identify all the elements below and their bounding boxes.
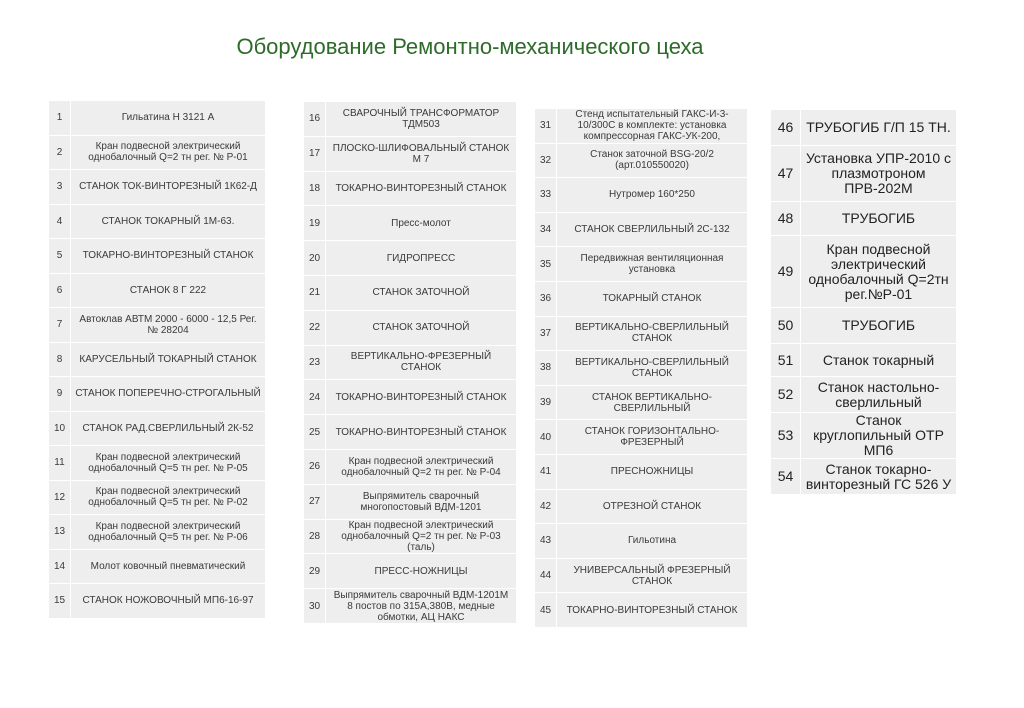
table-row xyxy=(535,143,748,178)
row-number: 21 xyxy=(304,275,326,310)
table-row xyxy=(304,171,517,206)
row-number: 41 xyxy=(535,454,557,489)
row-number: 18 xyxy=(304,171,326,206)
table-row xyxy=(535,247,748,282)
row-number: 46 xyxy=(771,110,801,146)
equipment-name: ВЕРТИКАЛЬНО-СВЕРЛИЛЬНЫЙ СТАНОК xyxy=(557,351,748,386)
equipment-name: Выпрямитель сварочный многопостовый ВДМ-1201 xyxy=(326,484,517,519)
row-number: 12 xyxy=(49,480,71,515)
table-row xyxy=(771,413,957,459)
row-number: 19 xyxy=(304,206,326,241)
table-row xyxy=(771,344,957,377)
table-row xyxy=(535,109,748,144)
table-row xyxy=(304,589,517,624)
table-row xyxy=(304,241,517,276)
row-number: 52 xyxy=(771,377,801,413)
row-number: 4 xyxy=(49,204,71,239)
row-number: 14 xyxy=(49,549,71,584)
equipment-table-1 xyxy=(48,100,266,619)
row-number: 23 xyxy=(304,345,326,380)
row-number: 31 xyxy=(535,109,557,144)
equipment-name: Гильотина xyxy=(557,524,748,559)
table-row xyxy=(304,136,517,171)
equipment-name: СТАНОК ТОКАРНЫЙ 1М-63. xyxy=(71,204,266,239)
equipment-name: Кран подвесной электрический однобалочный Q=5 тн рег. № Р-05 xyxy=(71,446,266,481)
row-number: 15 xyxy=(49,584,71,619)
row-number: 51 xyxy=(771,344,801,377)
row-number: 9 xyxy=(49,377,71,412)
table-row xyxy=(535,212,748,247)
table-row xyxy=(49,480,266,515)
row-number: 54 xyxy=(771,459,801,495)
equipment-table-4 xyxy=(770,109,957,495)
equipment-name: УНИВЕРСАЛЬНЫЙ ФРЕЗЕРНЫЙ СТАНОК xyxy=(557,558,748,593)
equipment-name: Кран подвесной электрический однобалочный Q=2тн рег.№Р-01 xyxy=(801,236,957,308)
table-row xyxy=(535,524,748,559)
table-row xyxy=(535,281,748,316)
equipment-name: Станок круглопильный ОТР МП6 xyxy=(801,413,957,459)
row-number: 7 xyxy=(49,308,71,343)
equipment-name: СТАНОК ГОРИЗОНТАЛЬНО-ФРЕЗЕРНЫЙ xyxy=(557,420,748,455)
equipment-name: Молот ковочный пневматический xyxy=(71,549,266,584)
table-row xyxy=(304,275,517,310)
row-number: 40 xyxy=(535,420,557,455)
row-number: 34 xyxy=(535,212,557,247)
equipment-name: ТРУБОГИБ xyxy=(801,202,957,236)
row-number: 28 xyxy=(304,519,326,554)
row-number: 20 xyxy=(304,241,326,276)
equipment-name: Нутромер 160*250 xyxy=(557,178,748,213)
row-number: 42 xyxy=(535,489,557,524)
table-row xyxy=(535,558,748,593)
table-row xyxy=(535,385,748,420)
table-row xyxy=(304,310,517,345)
equipment-name: СТАНОК НОЖОВОЧНЫЙ МП6-16-97 xyxy=(71,584,266,619)
table-row xyxy=(49,411,266,446)
row-number: 36 xyxy=(535,281,557,316)
row-number: 11 xyxy=(49,446,71,481)
row-number: 47 xyxy=(771,146,801,202)
table-row xyxy=(304,345,517,380)
table-row xyxy=(49,308,266,343)
equipment-name: СВАРОЧНЫЙ ТРАНСФОРМАТОР ТДМ503 xyxy=(326,102,517,137)
row-number: 33 xyxy=(535,178,557,213)
table-row xyxy=(771,110,957,146)
equipment-name: СТАНОК ВЕРТИКАЛЬНО-СВЕРЛИЛЬНЫЙ xyxy=(557,385,748,420)
row-number: 44 xyxy=(535,558,557,593)
equipment-name: Кран подвесной электрический однобалочный Q=5 тн рег. № Р-02 xyxy=(71,480,266,515)
table-row xyxy=(771,377,957,413)
table-row xyxy=(304,484,517,519)
table-row xyxy=(535,593,748,628)
row-number: 13 xyxy=(49,515,71,550)
row-number: 1 xyxy=(49,101,71,136)
equipment-name: Станок заточной BSG-20/2 (арт.010550020) xyxy=(557,143,748,178)
row-number: 37 xyxy=(535,316,557,351)
equipment-table-3 xyxy=(534,108,748,628)
equipment-name: СТАНОК ЗАТОЧНОЙ xyxy=(326,275,517,310)
equipment-name: ТРУБОГИБ xyxy=(801,308,957,344)
row-number: 6 xyxy=(49,273,71,308)
row-number: 45 xyxy=(535,593,557,628)
equipment-name: ОТРЕЗНОЙ СТАНОК xyxy=(557,489,748,524)
table-row xyxy=(49,101,266,136)
equipment-name: СТАНОК ПОПЕРЕЧНО-СТРОГАЛЬНЫЙ xyxy=(71,377,266,412)
equipment-name: Кран подвесной электрический однобалочный Q=2 тн рег. № Р-04 xyxy=(326,449,517,484)
table-row xyxy=(49,446,266,481)
equipment-name: Станок настольно-сверлильный xyxy=(801,377,957,413)
table-row xyxy=(535,351,748,386)
table-row xyxy=(304,102,517,137)
table-row xyxy=(49,170,266,205)
equipment-name: Пресс-молот xyxy=(326,206,517,241)
equipment-name: Передвижная вентиляционная установка xyxy=(557,247,748,282)
row-number: 39 xyxy=(535,385,557,420)
row-number: 50 xyxy=(771,308,801,344)
table-row xyxy=(535,316,748,351)
equipment-name: Выпрямитель сварочный ВДМ-1201М 8 постов по 315А,380В, медные обмотки, АЦ НАКС xyxy=(326,589,517,624)
row-number: 25 xyxy=(304,415,326,450)
table-row xyxy=(304,415,517,450)
equipment-name: Установка УПР-2010 с плазмотроном ПРВ-202М xyxy=(801,146,957,202)
row-number: 24 xyxy=(304,380,326,415)
page-title: Оборудование Ремонтно-механического цеха xyxy=(236,34,704,59)
table-row xyxy=(49,204,266,239)
table-row xyxy=(304,206,517,241)
equipment-name: ВЕРТИКАЛЬНО-ФРЕЗЕРНЫЙ СТАНОК xyxy=(326,345,517,380)
equipment-name: ТОКАРНО-ВИНТОРЕЗНЫЙ СТАНОК xyxy=(326,171,517,206)
table-row xyxy=(49,515,266,550)
equipment-name: СТАНОК ЗАТОЧНОЙ xyxy=(326,310,517,345)
equipment-name: ТОКАРНО-ВИНТОРЕЗНЫЙ СТАНОК xyxy=(557,593,748,628)
table-row xyxy=(771,308,957,344)
equipment-name: Станок токарно-винторезный ГС 526 У xyxy=(801,459,957,495)
equipment-name: ПРЕСНОЖНИЦЫ xyxy=(557,454,748,489)
row-number: 8 xyxy=(49,342,71,377)
row-number: 26 xyxy=(304,449,326,484)
row-number: 38 xyxy=(535,351,557,386)
row-number: 29 xyxy=(304,554,326,589)
equipment-name: ТОКАРНО-ВИНТОРЕЗНЫЙ СТАНОК xyxy=(326,380,517,415)
equipment-name: ТОКАРНЫЙ СТАНОК xyxy=(557,281,748,316)
equipment-name: Станок токарный xyxy=(801,344,957,377)
table-row xyxy=(304,449,517,484)
equipment-name: СТАНОК 8 Г 222 xyxy=(71,273,266,308)
equipment-name: ТРУБОГИБ Г/П 15 ТН. xyxy=(801,110,957,146)
row-number: 43 xyxy=(535,524,557,559)
table-row xyxy=(49,135,266,170)
row-number: 22 xyxy=(304,310,326,345)
row-number: 30 xyxy=(304,589,326,624)
table-row xyxy=(771,146,957,202)
equipment-name: СТАНОК СВЕРЛИЛЬНЫЙ 2С-132 xyxy=(557,212,748,247)
row-number: 48 xyxy=(771,202,801,236)
equipment-name: ГИДРОПРЕСС xyxy=(326,241,517,276)
equipment-name: Кран подвесной электрический однобалочный Q=2 тн рег. № Р-03 (таль) xyxy=(326,519,517,554)
equipment-name: ТОКАРНО-ВИНТОРЕЗНЫЙ СТАНОК xyxy=(326,415,517,450)
equipment-name: ТОКАРНО-ВИНТОРЕЗНЫЙ СТАНОК xyxy=(71,239,266,274)
equipment-name: ПРЕСС-НОЖНИЦЫ xyxy=(326,554,517,589)
equipment-name: Автоклав АВТМ 2000 - 6000 - 12,5 Рег. № 28204 xyxy=(71,308,266,343)
equipment-name: ПЛОСКО-ШЛИФОВАЛЬНЫЙ СТАНОК М 7 xyxy=(326,136,517,171)
equipment-name: СТАНОК ТОК-ВИНТОРЕЗНЫЙ 1К62-Д xyxy=(71,170,266,205)
row-number: 49 xyxy=(771,236,801,308)
row-number: 10 xyxy=(49,411,71,446)
row-number: 53 xyxy=(771,413,801,459)
equipment-name: ВЕРТИКАЛЬНО-СВЕРЛИЛЬНЫЙ СТАНОК xyxy=(557,316,748,351)
equipment-name: СТАНОК РАД.СВЕРЛИЛЬНЫЙ 2К-52 xyxy=(71,411,266,446)
table-row xyxy=(49,239,266,274)
table-row xyxy=(535,420,748,455)
table-row xyxy=(535,454,748,489)
table-row xyxy=(304,519,517,554)
table-row xyxy=(771,202,957,236)
equipment-name: Кран подвесной электрический однобалочный Q=5 тн рег. № Р-06 xyxy=(71,515,266,550)
row-number: 5 xyxy=(49,239,71,274)
row-number: 16 xyxy=(304,102,326,137)
table-row xyxy=(49,377,266,412)
table-row xyxy=(49,273,266,308)
equipment-name: Кран подвесной электрический однобалочный Q=2 тн рег. № Р-01 xyxy=(71,135,266,170)
table-row xyxy=(49,342,266,377)
row-number: 17 xyxy=(304,136,326,171)
row-number: 32 xyxy=(535,143,557,178)
equipment-name: КАРУСЕЛЬНЫЙ ТОКАРНЫЙ СТАНОК xyxy=(71,342,266,377)
equipment-table-2 xyxy=(303,101,517,624)
table-row xyxy=(304,554,517,589)
table-row xyxy=(535,178,748,213)
table-row xyxy=(49,584,266,619)
row-number: 27 xyxy=(304,484,326,519)
table-row xyxy=(49,549,266,584)
table-row xyxy=(771,236,957,308)
table-row xyxy=(304,380,517,415)
table-row xyxy=(771,459,957,495)
row-number: 3 xyxy=(49,170,71,205)
table-row xyxy=(535,489,748,524)
row-number: 2 xyxy=(49,135,71,170)
equipment-name: Стенд испытательный ГАКС-И-3-10/300С в комплекте: установка компрессорная ГАКС-УК-200, xyxy=(557,109,748,144)
row-number: 35 xyxy=(535,247,557,282)
equipment-name: Гильатина Н 3121 А xyxy=(71,101,266,136)
